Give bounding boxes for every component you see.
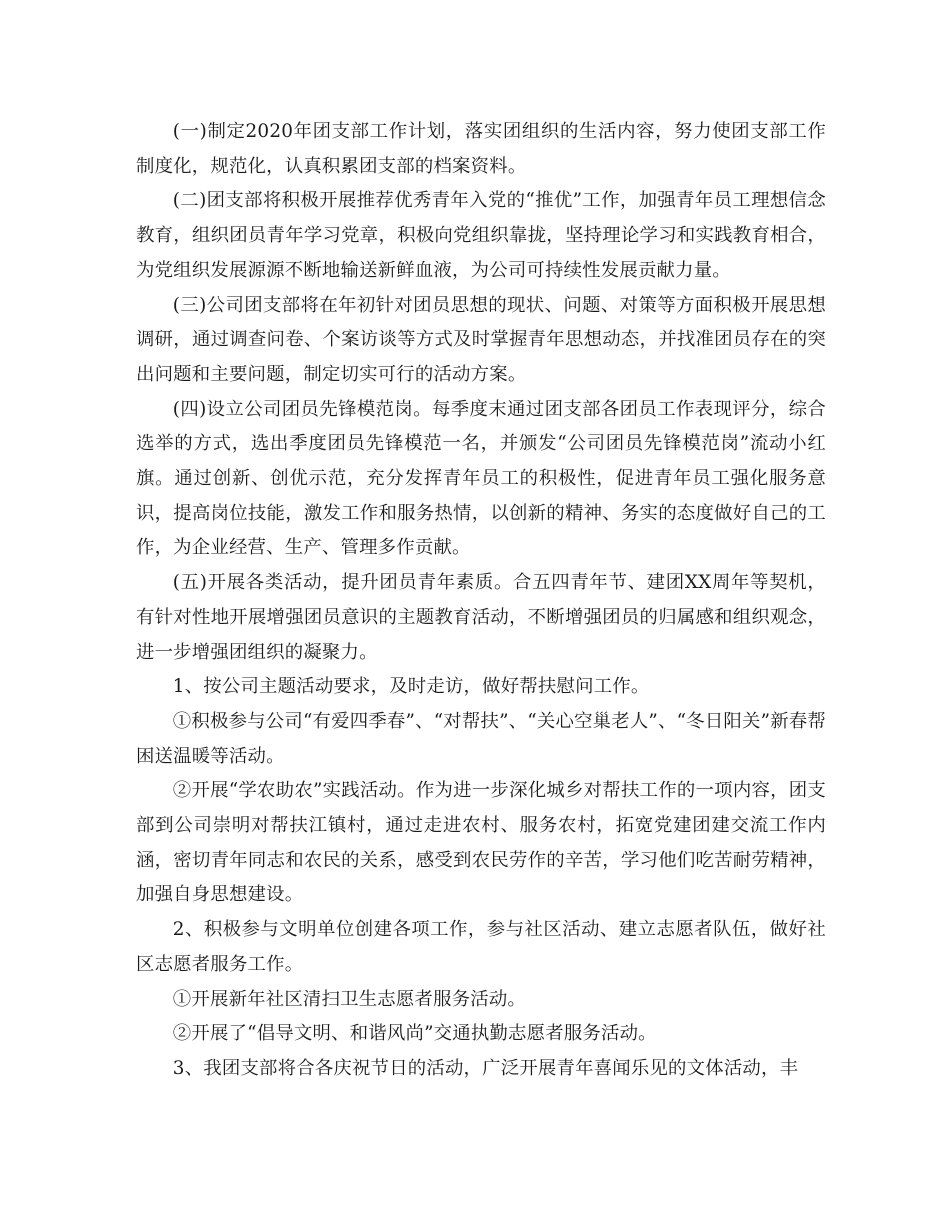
paragraph-5: (五)开展各类活动，提升团员青年素质。合五四青年节、建团XX周年等契机，有针对性地开展增强团员意识的主题教育活动，不断增强团员的归属感和组织观念，进一步增强团组织的凝聚力。 <box>136 572 826 663</box>
paragraph-3: (三)公司团支部将在年初针对团员思想的现状、问题、对策等方面积极开展思想调研，通过调查问卷、个案访谈等方式及时掌握青年思想动态，并找准团员存在的突出问题和主要问题，制定切实可行的活动方案。 <box>136 294 826 385</box>
paragraph-1: (一)制定2020年团支部工作计划，落实团组织的生活内容，努力使团支部工作制度化，规范化，认真积累团支部的档案资料。 <box>136 121 826 177</box>
document-body <box>136 115 826 1087</box>
paragraph-8: ②开展“学农助农”实践活动。作为进一步深化城乡对帮扶工作的一项内容，团支部到公司崇明对帮扶江镇村，通过走进农村、服务农村，拓宽党建团建交流工作内涵，密切青年同志和农民的关系，感受到农民劳作的辛苦，学习他们吃苦耐劳精神，加强自身思想建设。 <box>136 780 826 906</box>
paragraph-4: (四)设立公司团员先锋模范岗。每季度末通过团支部各团员工作表现评分，综合选举的方式，选出季度团员先锋模范一名，并颁发“公司团员先锋模范岗”流动小红旗。通过创新、创优示范，充分发挥青年员工的积极性，促进青年员工强化服务意识，提高岗位技能，激发工作和服务热情，以创新的精神、务实的态度做好自己的工作，为企业经营、生产、管理多作贡献。 <box>136 398 826 559</box>
paragraph-9: 2、积极参与文明单位创建各项工作，参与社区活动、建立志愿者队伍，做好社区志愿者服务工作。 <box>136 919 826 975</box>
paragraph-11: ②开展了“倡导文明、和谐风尚”交通执勤志愿者服务活动。 <box>172 1023 657 1045</box>
paragraph-6: 1、按公司主题活动要求，及时走访，做好帮扶慰问工作。 <box>172 676 650 698</box>
paragraph-12: 3、我团支部将合各庆祝节日的活动，广泛开展青年喜闻乐见的文体活动，丰 <box>172 1057 799 1079</box>
paragraph-10: ①开展新年社区清扫卫生志愿者服务活动。 <box>172 988 527 1010</box>
paragraph-7: ①积极参与公司“有爱四季春”、“对帮扶”、“关心空巢老人”、“冬日阳关”新春帮困送温暖等活动。 <box>136 710 826 767</box>
paragraph-2: (二)团支部将积极开展推荐优秀青年入党的“推优”工作，加强青年员工理想信念教育，组织团员青年学习党章，积极向党组织靠拢，坚持理论学习和实践教育相合，为党组织发展源源不断地输送新鲜血液，为公司可持续性发展贡献力量。 <box>136 190 826 281</box>
